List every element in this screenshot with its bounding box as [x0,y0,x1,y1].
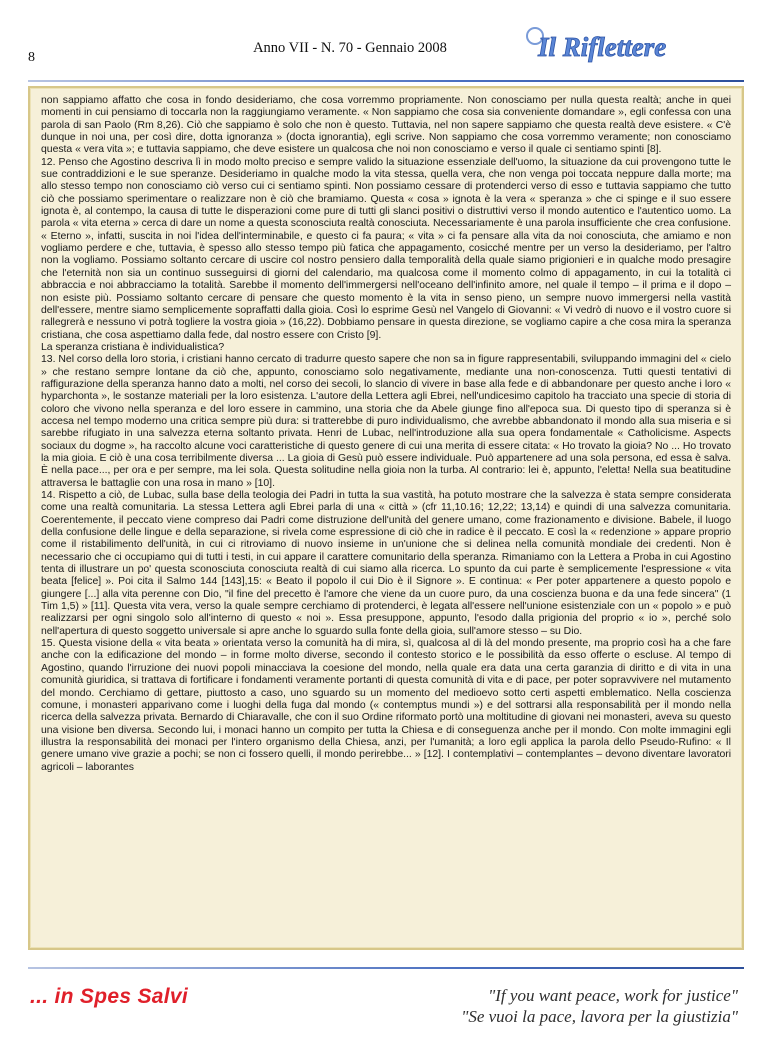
logo [524,22,734,70]
footer-divider [28,967,744,969]
article-paragraph: 13. Nel corso della loro storia, i cristiani hanno cercato di tradurre questo sapere che non sa in figure rappresentabili, sviluppando immagini del « cielo » che restano sempre lontane da ciò che, appunto, conosciamo solo negativamente, mediante una non-conoscenza. Tutti questi tentativi di raffigurazione della speranza hanno dato a molti, nel corso dei secoli, lo slancio di vivere in base alla fede e di abbandonare per questo anche i loro « hyparchonta », le sostanze materiali per la loro esistenza. L'autore della Lettera agli Ebrei, nell'undicesimo capitolo ha tracciato una specie di storia di coloro che vivono nella speranza e del loro essere in cammino, una storia che da Abele giunge fino all'epoca sua. Di questo tipo di speranza si è accesa nel tempo moderno una critica sempre più dura: si tratterebbe di puro individualismo, che avrebbe abbandonato il mondo alla sua miseria e si sarebbe rifugiato in una salvezza eterna soltanto privata. Henri de Lubac, nell'introduzione alla sua opera fondamentale « Catholicisme. Aspects sociaux du dogme », ha raccolto alcune voci caratteristiche di questo genere di cui una merita di essere citata: « Ho trovato la gioia? No ... Ho trovato la mia gioia. E ciò è una cosa terribilmente diversa ... La gioia di Gesù può essere individuale. Può appartenere ad una sola persona, ed essa è salva. È nella pace..., per ora e per sempre, ma lei sola. Questa solitudine nella gioia non la turba. Al contrario: lei è, appunto, l'eletta! Nella sua beatitudine attraversa le battaglie con una rosa in mano » [10]. [41,354,731,489]
footer-motto [461,985,738,1027]
logo-text: Il Riflettere [538,32,667,62]
section-heading: La speranza cristiana è individualistica? [41,341,225,353]
page-number: 8 [28,50,35,65]
article-paragraph: 14. Rispetto a ciò, de Lubac, sulla base della teologia dei Padri in tutta la sua vastità, ha potuto mostrare che la salvezza è stata sempre considerata come una realtà comunitaria. La stessa Lettera agli Ebrei parla di una « città » (cfr 11,10.16; 12,22; 13,14) e quindi di una salvezza comunitaria. Coerentemente, il peccato viene compreso dai Padri come distruzione dell'unità del genere umano, come frazionamento e divisione. Babele, il luogo della confusione delle lingue e della separazione, si rivela come espressione di ciò che in radice è il peccato. E così la « redenzione » appare proprio come il ristabilimento dell'unità, in cui ci ritroviamo di nuovo insieme in un'unione che si delinea nella comunità mondiale dei credenti. Non è necessario che ci occupiamo qui di tutti i testi, in cui appare il carattere comunitario della speranza. Rimaniamo con la Lettera a Proba in cui Agostino tenta di illustrare un po' questa sconosciuta conosciuta realtà di cui siamo alla ricerca. Lo spunto da cui parte è semplicemente l'espressione « vita beata [felice] ». Poi cita il Salmo 144 [143],15: « Beato il popolo il cui Dio è il Signore ». E continua: « Per poter appartenere a questo popolo e giungere [...] alla vita perenne con Dio, "il fine del precetto è l'amore che viene da un cuore puro, da una coscienza buona e da una fede sincera" (1 Tim 1,5) » [11]. Questa vita vera, verso la quale sempre cerchiamo di protenderci, è legata all'essere nell'unione esistenziale con un « popolo » e può realizzarsi per ogni singolo solo all'interno di questo « noi ». Essa presuppone, appunto, l'esodo dalla prigionia del proprio « io », perché solo nell'apertura di questo soggetto universale si apre anche lo sguardo sulla fonte della gioia, sull'amore stesso – su Dio. [41,490,731,637]
article-paragraph: 12. Penso che Agostino descriva lì in modo molto preciso e sempre valido la situazione essenziale dell'uomo, la situazione da cui provengono tutte le sue contraddizioni e le sue speranze. Desideriamo in qualche modo la vita stessa, quella vera, che non venga poi toccata neppure dalla morte; ma allo stesso tempo non conosciamo ciò verso cui ci sentiamo spinti. Non possiamo cessare di protenderci verso di esso e tuttavia sappiamo che tutto ciò che possiamo sperimentare o realizzare non è ciò che bramiamo. Questa « cosa » ignota è la vera « speranza » che ci spinge e il suo essere ignota è, al contempo, la causa di tutte le disperazioni come pure di tutti gli slanci positivi o distruttivi verso il mondo autentico e l'autentico uomo. La parola « vita eterna » cerca di dare un nome a questa sconosciuta realtà conosciuta. Necessariamente è una parola insufficiente che crea confusione. « Eterno », infatti, suscita in noi l'idea dell'interminabile, e questo ci fa paura; « vita » ci fa pensare alla vita da noi conosciuta, che amiamo e non vogliamo perdere e che, tuttavia, è spesso allo stesso tempo più fatica che appagamento, cosicché mentre per un verso la desideriamo, per l'altro non la vogliamo. Possiamo soltanto cercare di uscire col nostro pensiero dalla temporalità della quale siamo prigionieri e in qualche modo presagire che l'eternità non sia un continuo susseguirsi di giorni del calendario, ma qualcosa come il momento colmo di appagamento, in cui la totalità ci abbraccia e noi abbracciamo la totalità. Sarebbe il momento dell'immergersi nell'oceano dell'infinito amore, nel quale il tempo – il prima e il dopo – non esiste più. Possiamo soltanto cercare di pensare che questo momento è la vita in senso pieno, un sempre nuovo immergersi nella vastità dell'essere, mentre siamo semplicemente sopraffatti dalla gioia. Così lo esprime Gesù nel Vangelo di Giovanni: « Vi vedrò di nuovo e il vostro cuore si rallegrerà e nessuno vi potrà togliere la vostra gioia » (16,22). Dobbiamo pensare in questa direzione, se vogliamo capire a che cosa mira la speranza cristiana, che cosa aspettiamo dalla fede, dal nostro essere con Cristo [9]. [41,156,731,341]
article-box [28,86,744,950]
motto-english: "If you want peace, work for justice" [488,986,738,1005]
footer-series-title: ... in Spes Salvi [30,985,188,1008]
issue-info: Anno VII - N. 70 - Gennaio 2008 [253,40,447,56]
header-divider [28,80,744,82]
article-paragraph: 15. Questa visione della « vita beata » orientata verso la comunità ha di mira, sì, qualcosa al di là del mondo presente, ma proprio così ha a che fare anche con la edificazione del mondo – in forme molto diverse, secondo il contesto storico e le possibilità da esso offerte o escluse. Al tempo di Agostino, quando l'irruzione dei nuovi popoli minacciava la coesione del mondo, nella quale era data una certa garanzia di diritto e di vita in una comunità giuridica, si trattava di fortificare i fondamenti veramente portanti di questa comunità di vita e di pace, per poter sopravvivere nel mutamento del mondo. Cerchiamo di gettare, piuttosto a caso, uno sguardo su un momento del medioevo sotto certi aspetti emblematico. Nella coscienza comune, i monasteri apparivano come i luoghi della fuga dal mondo (« contemptus mundi ») e del sottrarsi alla responsabilità per il mondo nella ricerca della salvezza privata. Bernardo di Chiaravalle, che con il suo Ordine riformato portò una moltitudine di giovani nei monasteri, aveva su questo una visione ben diversa. Secondo lui, i monaci hanno un compito per tutta la Chiesa e di conseguenza anche per il mondo. Con molte immagini egli illustra la responsabilità dei monaci per l'intero organismo della Chiesa, anzi, per l'umanità; a loro egli applica la parola dello Pseudo-Rufino: « Il genere umano vive grazie a pochi; se non ci fossero quelli, il mondo perirebbe... » [12]. I contemplativi – contemplantes – devono diventare lavoratori agricoli – laborantes [41,638,731,773]
article-paragraph: non sappiamo affatto che cosa in fondo desideriamo, che cosa vorremmo propriamente. Non conosciamo per nulla questa realtà; anche in quei momenti in cui pensiamo di toccarla non la raggiungiamo veramente. « Non sappiamo che cosa sia conveniente domandare », egli confessa con una parola di san Paolo (Rm 8,26). Ciò che sappiamo è solo che non è questo. Tuttavia, nel non sapere sappiamo che questa realtà deve esistere. « C'è dunque in noi una, per così dire, dotta ignoranza » (docta ignorantia), egli scrive. Non sappiamo che cosa vorremmo veramente; non conosciamo questa « vera vita »; e tuttavia sappiamo, che deve esistere un qualcosa che noi non conosciamo e verso il quale ci sentiamo spinti [8]. [41,95,731,156]
motto-italian: "Se vuoi la pace, lavora per la giustizia" [461,1007,738,1026]
